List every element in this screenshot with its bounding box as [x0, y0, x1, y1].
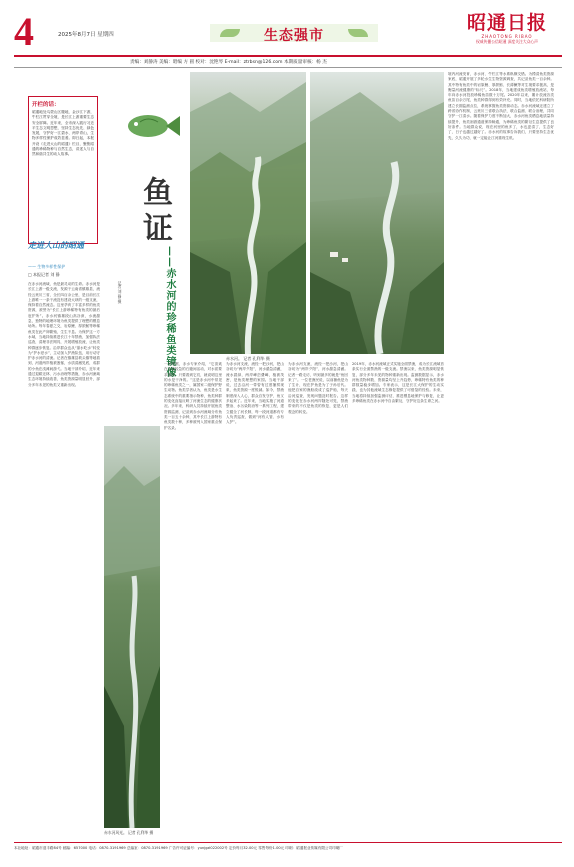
body-column-5: 2019年，赤水河流域正式实施全面禁渔，成为长江流域首条实行全面禁渔的一级支流。禁渔以来，鱼类资源明显恢复，部分多年未见的物种重新出现。监测数据显示，赤水河鱼类物种数、资源量均呈上升趋势，珍稀特有鱼类的种群数量稳步增加。专家表示，这是长江大保护的生动实践，也为其他流域生态修复提供了可借鉴的经验。未来，当地将持续加强监测评估，推进栖息地保护与修复，让更多珍稀鱼类在赤水河中自由繁衍，守护好这条生命之河。	[352, 362, 444, 404]
paper-slogan: 权威传播公信昭通 深度关注大众心声	[476, 39, 538, 44]
footer-rule	[14, 842, 562, 843]
leaf-decoration-right	[348, 29, 368, 37]
headline-main: 鱼证	[138, 176, 171, 248]
river-gorge-image	[190, 72, 306, 354]
intro-heading: 开栏的话：	[32, 102, 60, 108]
paper-pinyin: ZHAOTONG RIBAO	[481, 34, 533, 39]
date-line: 2025年8月7日 星期四	[58, 32, 114, 38]
body-column-2: 一种观察，赤水专家介绍，“它喜欢在水流较急的石缝间活动，对水质要求很高，只要看到它们，就说明这里的水是干净的。”这是赤水河中常见的珍稀鱼类之一，属国家二级保护野生动物。鱼类学者认为，鱼类是水生态系统中的重要指示物种，鱼类种群的变化直接反映了河流生态的健康状况。多年来，科研人员持续开展鱼类资源监测，记录到赤水河流域分布鱼类一百五十余种，其中长江上游特有鱼类数十种，多种被列入国家重点保护名录。	[164, 362, 222, 430]
small-photo	[104, 426, 160, 828]
headline-sub: ——赤水河的珍稀鱼类镜像	[164, 246, 175, 378]
paper-name: 昭通日报	[466, 13, 547, 34]
body-column-1: 在赤水河流域，鱼是最灵动的生命。赤水河是长江上游一级支流，发源于云南省镇雄县，流经云贵川三省，全长四百余公里，是目前长江上游唯一一条干流没有建设大坝的一级支流，保持着自然流态。这里孕育了丰富多样的鱼类资源，被誉为“长江上游珍稀特有鱼类的最后庇护所”。赤水河镇雄段山高谷深，水流湍急，独特的地理环境为鱼类提供了理想的栖息场所。每年春夏之交，岩原鲤、厚颌鲂等珍稀鱼类在此产卵繁殖，生生不息。为保护这一方水域，当地持续推进长江十年禁渔，加强执法巡查，清理非法网具，开展增殖放流，让鱼类种群逐步恢复。沿岸群众也从“靠水吃水”转变为“护水爱水”，主动加入护渔队伍，用行动守护赤水河的清流。记者在镇雄县坡头镇等地看到，河道两岸植被葱郁，水质清澈见底，成群的小鱼在浅滩间游弋。当地干部介绍，近年来通过退耕还林、污水治理等措施，赤水河流域生态环境持续改善，鱼类资源量明显回升，部分多年未见的鱼类又重新出现。	[28, 282, 100, 387]
section-banner	[210, 24, 378, 42]
masthead-rule	[14, 55, 562, 57]
body-column-4: 为赤水河支流，流经一把沙河，把山谷切为“两岸夕阳”，河水湍急清澈。记者一路走访，听到最多的就是“鱼回来了”。一位老渔民说，以前捕鱼是为了生计，现在护鱼是为了子孙后代。他把自家的渔船改成了巡护船，每天沿河巡查，发现问题及时报告。这样的变化在赤水河两岸随处可见，禁渔带来的不仅是鱼类的恢复，更是人们观念的转变。	[288, 362, 348, 414]
body-column-6: 境内河流发育，赤水河、牛栏江等水系纵横交错。为摸清鱼类资源家底，昭通开展了多轮水生生物资源调查，共记录鱼类一百余种。其中特有鱼类中的岩原鲤、厚颌鲂、长薄鳅等对生境要求极高，是衡量河流健康的“标尺”。2018年，当地建成鱼类增殖放流站，每年向赤水河投放珍稀鱼苗数十万尾。2020年以来，累计放流各类鱼苗百余万尾，鱼类种群得到有效补充。同时，当地依托科研院所建立长期监测点位，系统掌握鱼类资源动态。赤水河流域还建立了跨省协作机制，云贵川三省联合执法、联合监测、联合治理，共同守护一江清水。随着保护力度不断加大，赤水河鱼类栖息地质量持续提升，鱼类洄游通道保持畅通，为珍稀鱼类的繁衍生息提供了良好条件。当地群众说，现在河里的鱼多了，水也更清了，生态好了，日子也越过越好了。赤水河的故事告诉我们，只要坚持生态优先，久久为功，就一定能让江河重现生机。	[448, 72, 554, 140]
paper-logo	[452, 14, 562, 45]
body-column-3: 为赤水河支流，流经一把沙河，把山谷切为“两岸夕阳”，河水湍急清澈，流水碧绿，两岸峰峦叠嶂，植被茂密，是鱼类理想的家园。当地干部说，过去沿河一带曾有过度捕捞现象，鱼类资源一度锐减。如今，禁渔制度深入人心，群众自发守护，鱼又多起来了。近年来，当地实施了河道整治、水污染防治等一系列工程，建立健全了河长制，每一段河道都有专人负责巡查，做到“河有人管、水有人护”。	[226, 362, 284, 425]
main-photo	[190, 72, 306, 354]
river-view-image	[104, 426, 160, 828]
column-logo-subtitle: —— 生物多样性保护	[28, 264, 66, 269]
small-photo-caption: 赤水河风光。 记者 孔利华 摄	[104, 830, 154, 835]
main-photo-caption: 赤水河。 记者 孔利华 摄	[226, 356, 270, 361]
intro-body: 昭通地处乌蒙山区腹地，金沙江下游，牛栏江贯穿全境，是长江上游重要生态安全屏障。近年来，全市深入践行习近平生态文明思想，坚持生态优先、绿色发展，守护好一江碧水、两岸青山，生物多样性保护成效显著。即日起，本报开设《走进大山的昭通》栏目，聚焦昭通的珍稀物种与自然生态，讲述人与自然和谐共生的动人故事。	[32, 110, 94, 157]
masthead	[14, 9, 562, 54]
headline-byline: 记者 刘 静 摄	[118, 281, 123, 304]
column-logo	[28, 226, 100, 258]
staff-rule	[14, 67, 562, 68]
right-photo	[310, 72, 444, 354]
valley-village-image	[310, 72, 444, 354]
page-number: 4	[14, 9, 34, 54]
fish-illustration	[122, 96, 182, 156]
section-title: 生态强市	[264, 28, 324, 44]
footer-info: 本社地址：昭通市迎丰路84号 邮编：657000 电话：0870-3191969 总编室：0870-3191969 广告许可证编号：yunjgzl022002号 定价每月32.00元 零售每份1.00元 印刷：昭通报业传媒有限公司印刷厂	[14, 846, 343, 850]
intro-box	[28, 96, 98, 244]
byline: □ 本报记者 刘 静	[28, 272, 60, 277]
staff-line: 责编：刘静涛 美编：昭编 方 圆 校对：沈艳琴 E-mail：ztrbsn@126.com 本期质量审核：杨 杰	[130, 60, 327, 65]
column-logo-title: 走进大山的昭通	[28, 241, 84, 250]
